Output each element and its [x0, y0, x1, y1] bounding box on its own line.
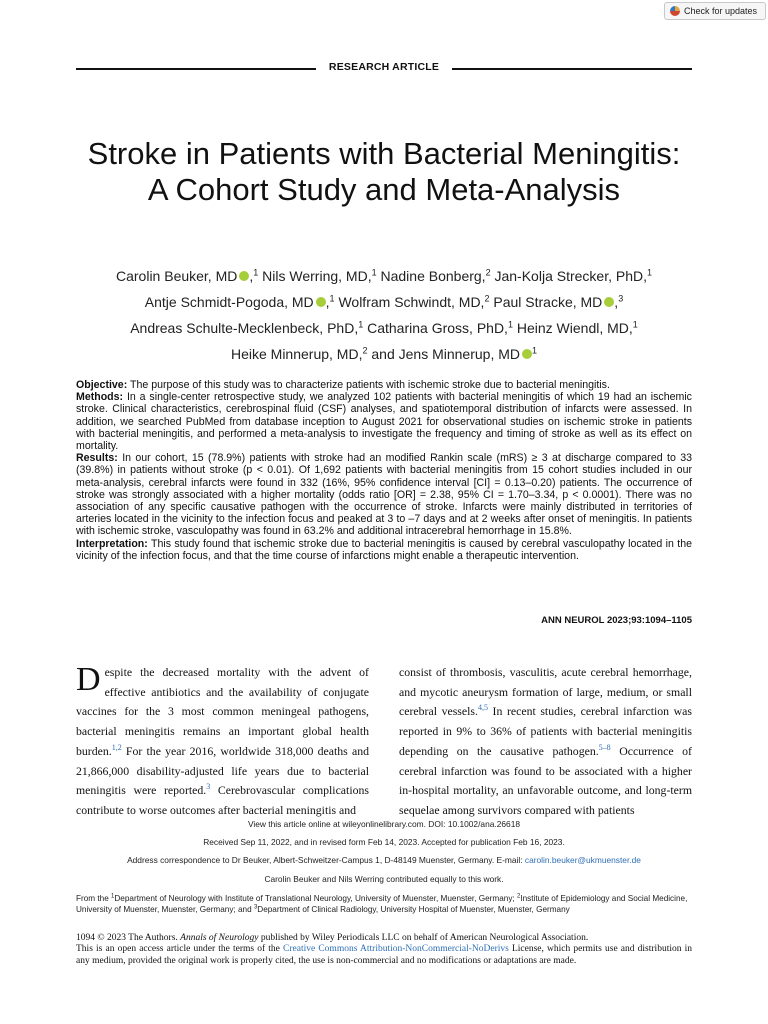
contribution-note: Carolin Beuker and Nils Werring contributed equally to this work. — [264, 874, 504, 884]
author[interactable]: Paul Stracke, MD — [493, 294, 603, 310]
author[interactable]: Jan-Kolja Strecker, PhD, — [494, 268, 647, 284]
orcid-icon[interactable] — [604, 297, 614, 307]
author[interactable]: Andreas Schulte-Mecklenbeck, PhD, — [130, 320, 359, 336]
view-online-note: View this article online at wileyonlinelibrary.com. DOI: 10.1002/ana.26618 — [247, 819, 521, 829]
abstract-methods: Methods: In a single-center retrospective study, we analyzed 102 patients with bacterial meningitis of which 19 had an ischemic stroke. Clinical characteristics, cerebrospinal fluid (CSF) analyses, and spatiotemporal distribution of infarcts were assessed. In addition, we searched PubMed from database inception to August 2021 for observational studies on ischemic stroke in patients with bacterial meningitis, and performed a meta-analysis to investigate the frequency and timing of stroke as well as its effect on mortality. — [76, 391, 692, 453]
journal-citation: ANN NEUROL 2023;93:1094–1105 — [541, 615, 692, 626]
check-for-updates-button[interactable] — [664, 2, 766, 20]
email-link[interactable]: carolin.beuker@ukmuenster.de — [524, 855, 641, 865]
drop-cap: D — [76, 661, 101, 698]
license-link[interactable]: Creative Commons Attribution-NonCommercial-NoDerivs — [283, 944, 509, 955]
author[interactable]: Heinz Wiendl, MD, — [516, 320, 633, 336]
author[interactable]: Wolfram Schwindt, MD, — [338, 294, 485, 310]
author[interactable]: Nils Werring, MD, — [262, 268, 372, 284]
received-dates: Received Sep 11, 2022, and in revised form Feb 14, 2023. Accepted for publication Feb 16, 2023. — [203, 837, 565, 847]
author[interactable]: Carolin Beuker, MD — [115, 268, 238, 284]
abstract-results: Results: In our cohort, 15 (78.9%) patients with stroke had an modified Rankin scale (mRS) ≥ 3 at discharge compared to 33 (39.8%) in patients without stroke (p < 0.01). Of 1,692 patients with bacterial meningitis from 15 cohort studies included in our meta-analysis, cerebral infarcts were found in 332 (16%, 95% confidence interval [CI] = 0.13–0.20) patients. The occurrence of stroke was strongly associated with a higher mortality (odds ratio [OR] = 2.38, 95% CI = 1.70–3.34, p < 0.0001). There was no association of any specific causative pathogen with the occurrence of stroke. Infarcts were mainly distributed in territories of arteries located in the vicinity to the infection focus and peaked at 3 to –7 days and at 2 weeks after onset of meningitis. In patients with ischemic stroke, vasculopathy was found in 63.2% and additional intracerebral hemorrhage in 15.8%. — [76, 452, 692, 538]
reference-link[interactable]: 1,2 — [111, 742, 122, 752]
orcid-icon[interactable] — [522, 349, 532, 359]
reference-link[interactable]: 5–8 — [598, 742, 611, 752]
author[interactable]: Heike Minnerup, MD, — [230, 346, 363, 362]
correspondence-address: Address correspondence to Dr Beuker, Albert-Schweitzer-Campus 1, D-48149 Muenster, Germany. E-mail: carolin.beuker@ukmuenster.de — [127, 855, 641, 865]
journal-name: Annals of Neurology — [180, 933, 259, 943]
abstract-objective: Objective: The purpose of this study was to characterize patients with ischemic stroke due to bacterial meningitis. — [76, 379, 610, 391]
author[interactable]: Nadine Bonberg, — [380, 268, 486, 284]
article-title: Stroke in Patients with Bacterial Meningitis: A Cohort Study and Meta-Analysis — [87, 136, 681, 207]
author[interactable]: Catharina Gross, PhD, — [367, 320, 508, 336]
section-label: RESEARCH ARTICLE — [328, 61, 440, 73]
crossmark-icon — [670, 6, 680, 16]
reference-link[interactable]: 4,5 — [477, 703, 488, 713]
check-for-updates-label: Check for updates — [684, 6, 758, 16]
banner-rule-right — [452, 68, 692, 70]
orcid-icon[interactable] — [316, 297, 326, 307]
author[interactable]: and Jens Minnerup, MD — [371, 346, 521, 362]
orcid-icon[interactable] — [239, 271, 249, 281]
reference-link[interactable]: 3 — [206, 782, 211, 792]
section-banner — [76, 61, 692, 77]
abstract — [76, 379, 692, 562]
author-list: Carolin Beuker, MD ,$^1$ Nils Werring, MD,$^1$ Nadine Bonberg,$^2$ Jan-Kolja Strecker, PhD,$^1$ Antje Schmidt-Pogoda, MD ,$^1$ Wolfram Schwindt, MD,$^2$ Paul Stracke, MD ,$^3$ Andreas Schulte-Mecklenbeck, PhD,$^1$ Catharina Gross, PhD,$^1$ Heinz Wiendl, MD,$^1$ Heike Minnerup, MD,$^2$ and Jens Minnerup, MD $^1$ — [115, 267, 653, 362]
body-column-right: consist of thrombosis, vasculitis, acute cerebral hemorrhage, and mycotic aneurysm formation of large, medium, or small cerebral vessels.$^{4,5}$ In recent studies, cerebral infarction was reported in 9% to 36% of patients with bacterial meningitis depending on the causative pathogen.$^{5-8}$ Occurrence of cerebral infarction was found to be associated with a higher in-hospital mortality, an unfavorable outcome, and long-term sequelae among survivors compared with patients — [399, 665, 693, 817]
abstract-interpretation: Interpretation: This study found that ischemic stroke due to bacterial meningitis is caused by cerebral vasculopathy located in the vicinity of the infection focus, and that the time course of infarctions might enable a therapeutic intervention. — [76, 537, 692, 562]
affiliations: From the $^1$Department of Neurology with Institute of Translational Neurology, University of Muenster, Muenster, Germany; $^2$Institute of Epidemiology and Social Medicine, University of Muenster, Muenster, Germany; and $^3$Department of Clinical Radiology, University Hospital of Muenster, Muenster, Germany — [76, 893, 688, 914]
body-column-left: Despite the decreased mortality with the advent of effective antibiotics and the availability of conjugate vaccines for the 3 most common meningeal pathogens, bacterial meningitis remains an important global health burden.$^{1,2}$ For the year 2016, worldwide 318,000 deaths and 21,866,000 disability-adjusted life years due to bacterial meningitis were reported.$^3$ Cerebrovascular complications contribute to worse outcomes after bacterial meningitis and — [76, 661, 369, 817]
author[interactable]: Antje Schmidt-Pogoda, MD — [144, 294, 314, 310]
license-statement: 1094 © 2023 The Authors. Annals of Neurology published by Wiley Periodicals LLC on behalf of American Neurological Association. This is an open access article under the terms of the Creative Commons Attribution-NonCommercial-NoDerivs License, which permits use and distribution in any medium, provided the original work is properly cited, the use is non-commercial and no modifications or adaptations are made. — [76, 933, 692, 966]
